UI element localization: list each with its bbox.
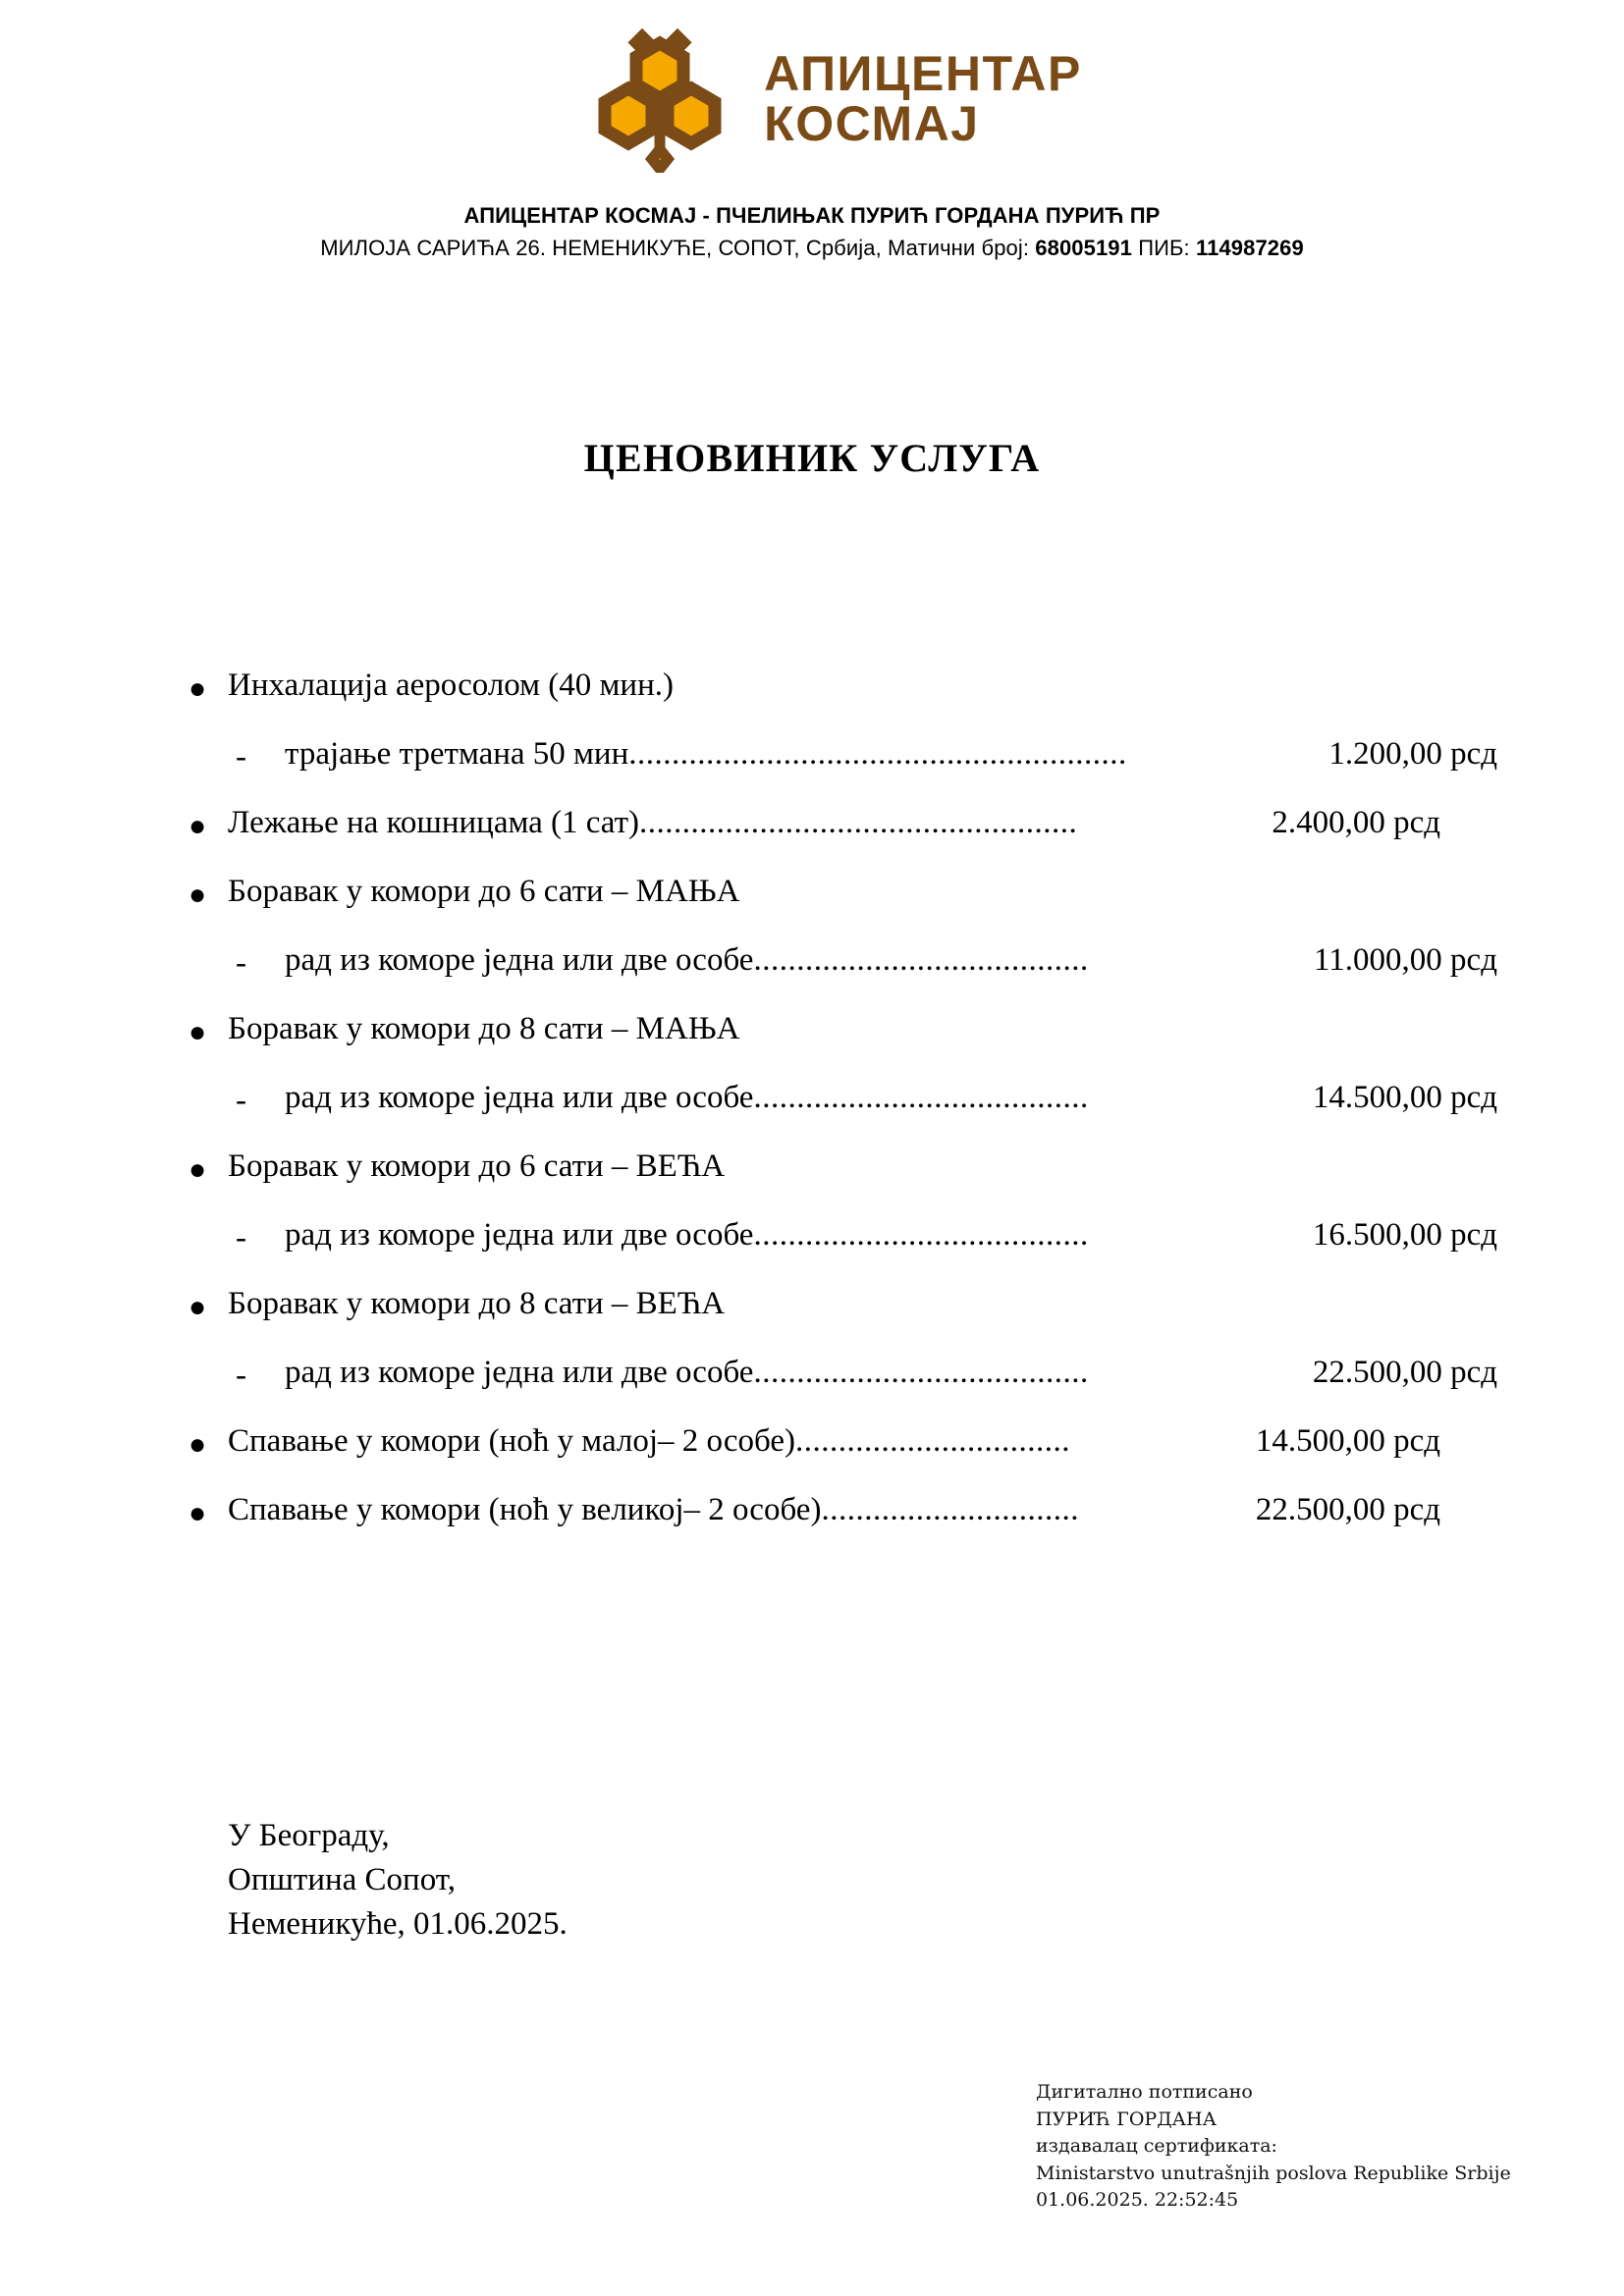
- list-item: [0, 1219, 1624, 1288]
- bullet-icon: ●: [189, 1497, 207, 1529]
- price-value: 22.500,00 рсд: [1312, 1355, 1497, 1390]
- list-item: [0, 1013, 1624, 1082]
- leader-dots: .......................................: [753, 1357, 1089, 1389]
- price-value: 1.200,00 рсд: [1328, 736, 1497, 772]
- bullet-icon: ●: [189, 1016, 207, 1048]
- company-tax-label: ПИБ:: [1131, 236, 1196, 260]
- price-list: [0, 669, 1624, 1563]
- company-header: [0, 203, 1624, 261]
- list-item: [0, 1082, 1624, 1150]
- list-item-label: Лежање на кошницама (1 сат): [228, 805, 640, 840]
- leader-dots: ..............................: [821, 1494, 1079, 1526]
- company-address-text: МИЛОЈА САРИЋА 26. НЕМЕНИКУЋЕ, СОПОТ, Србија, Матични број:: [320, 236, 1036, 260]
- list-item-label: трајање третмана 50 мин: [285, 736, 629, 772]
- price-value: 16.500,00 рсд: [1312, 1217, 1497, 1253]
- dash-icon: -: [236, 1358, 246, 1393]
- signature-line-issuer: Ministarstvo unutrašnjih poslova Republike Srbije: [1036, 2162, 1511, 2184]
- signature-line-timestamp: 01.06.2025. 22:52:45: [1036, 2189, 1239, 2212]
- price-value: 22.500,00 рсд: [1255, 1492, 1440, 1527]
- list-item-label: Инхалација аеросолом (40 мин.): [228, 667, 674, 703]
- closing-line-municipality: Општина Сопот,: [228, 1861, 456, 1897]
- leader-dots: ................................: [794, 1425, 1070, 1458]
- list-item-label: рад из коморе једна или две особе: [285, 942, 754, 978]
- leader-dots: ..........................................................: [628, 738, 1127, 771]
- logo-wordmark-line2: КОСМАЈ: [764, 96, 980, 151]
- company-tax-number: 114987269: [1195, 236, 1304, 260]
- list-item: [0, 669, 1624, 738]
- company-address-line: [0, 236, 1624, 261]
- bullet-icon: ●: [189, 879, 207, 911]
- list-item: [0, 1150, 1624, 1219]
- price-value: 11.000,00 рсд: [1314, 942, 1497, 978]
- company-registration-number: 68005191: [1035, 236, 1132, 260]
- list-item: [0, 1357, 1624, 1425]
- bullet-icon: ●: [189, 672, 207, 705]
- price-value: 14.500,00 рсд: [1312, 1080, 1497, 1115]
- dash-icon: -: [236, 1083, 246, 1118]
- list-item-label: Спавање у комори (ноћ у великој– 2 особе): [228, 1492, 822, 1527]
- price-value: 2.400,00 рсд: [1272, 805, 1440, 840]
- signature-line-signer: ПУРИЋ ГОРДАНА: [1036, 2108, 1217, 2130]
- closing-line-place-date: Неменикуће, 01.06.2025.: [228, 1905, 568, 1942]
- list-item-label: Боравак у комори до 6 сати – ВЕЋА: [228, 1148, 726, 1184]
- dash-icon: -: [236, 945, 246, 981]
- leader-dots: .......................................: [753, 1219, 1089, 1252]
- dash-icon: -: [236, 1220, 246, 1255]
- list-item: [0, 1288, 1624, 1357]
- bullet-icon: ●: [189, 1291, 207, 1323]
- list-item: [0, 876, 1624, 944]
- list-item: [0, 807, 1624, 876]
- list-item-label: Спавање у комори (ноћ у малој– 2 особе): [228, 1423, 795, 1459]
- closing-line-city: У Београду,: [228, 1818, 390, 1853]
- logo-wordmark-line1: АПИЦЕНТАР: [764, 46, 1082, 101]
- dash-icon: -: [236, 739, 246, 774]
- list-item: [0, 944, 1624, 1013]
- bullet-icon: ●: [189, 1428, 207, 1461]
- list-item-label: рад из коморе једна или две особе: [285, 1355, 754, 1390]
- page-title: ЦЕНОВИНИК УСЛУГА: [583, 436, 1041, 480]
- list-item-label: Боравак у комори до 8 сати – ВЕЋА: [228, 1286, 726, 1321]
- price-value: 14.500,00 рсд: [1255, 1423, 1440, 1459]
- closing-block: [228, 1814, 568, 1947]
- leader-dots: ...................................................: [639, 807, 1078, 839]
- list-item-label: Боравак у комори до 8 сати – МАЊА: [228, 1011, 740, 1046]
- digital-signature-block: [1036, 2079, 1511, 2215]
- signature-line-issuer-label: издавалац сертификата:: [1036, 2135, 1277, 2158]
- list-item-label: рад из коморе једна или две особе: [285, 1080, 754, 1115]
- list-item: [0, 1425, 1624, 1494]
- list-item: [0, 1494, 1624, 1563]
- list-item-label: Боравак у комори до 6 сати – МАЊА: [228, 874, 740, 909]
- leader-dots: .......................................: [753, 944, 1089, 977]
- signature-line-signed: Дигитално потписано: [1036, 2081, 1253, 2103]
- leader-dots: .......................................: [753, 1082, 1089, 1114]
- company-logo: [0, 26, 1624, 173]
- list-item-label: рад из коморе једна или две особе: [285, 1217, 754, 1253]
- bullet-icon: ●: [189, 1153, 207, 1186]
- list-item: [0, 738, 1624, 807]
- honeycomb-bee-logo-icon: [581, 26, 738, 173]
- company-name: АПИЦЕНТАР КОСМАЈ - ПЧЕЛИЊАК ПУРИЋ ГОРДАНА ПУРИЋ ПР: [463, 203, 1161, 228]
- bullet-icon: ●: [189, 810, 207, 842]
